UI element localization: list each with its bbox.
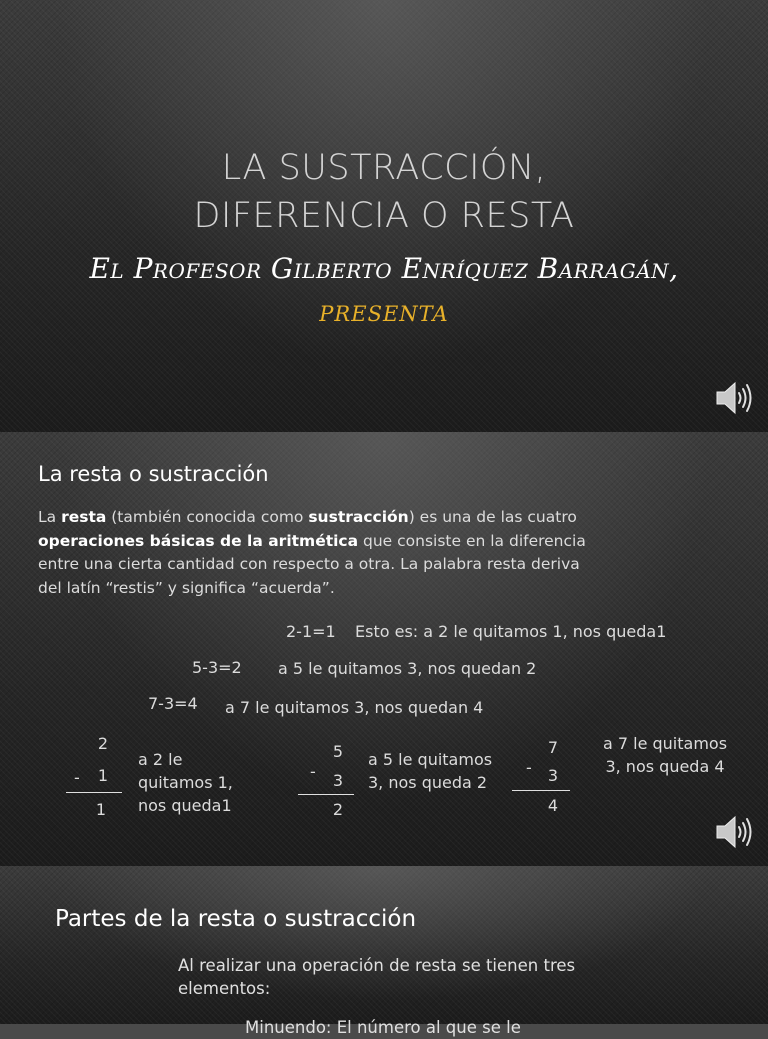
- difference: 1: [95, 800, 107, 819]
- parts-paragraph: Al realizar una operación de resta se tienen tres elementos:: [178, 956, 576, 998]
- minuend: 5: [332, 742, 344, 761]
- sum-rule: [512, 790, 570, 791]
- title-slide: [0, 0, 768, 432]
- example-text: a 5 le quitamos 3, nos quedan 2: [278, 659, 537, 678]
- author-line: El Profesor Gilberto Enríquez Barragán,: [89, 252, 679, 285]
- example-equation: 5-3=2: [192, 658, 242, 677]
- slide-heading: La resta o sustracción: [38, 462, 269, 486]
- presenta-label: PRESENTA: [319, 302, 449, 326]
- minus-sign: -: [310, 762, 316, 781]
- slide-heading: Partes de la resta o sustracción: [55, 906, 417, 932]
- example-text: a 7 le quitamos 3, nos quedan 4: [225, 698, 484, 717]
- speaker-icon[interactable]: [714, 378, 754, 418]
- difference: 2: [332, 800, 344, 819]
- para-bold-sustraccion: sustracción: [308, 508, 409, 526]
- sum-rule: [66, 792, 122, 793]
- definition-paragraph: [38, 506, 598, 600]
- para-bold-resta: resta: [61, 508, 107, 526]
- example-text: Esto es: a 2 le quitamos 1, nos queda1: [355, 622, 667, 641]
- para-text: La: [38, 508, 62, 526]
- minuend: 2: [97, 734, 109, 753]
- column-caption: a 5 le quitamos 3, nos queda 2: [368, 750, 493, 792]
- minus-sign: -: [74, 768, 80, 787]
- slide-title-line-2: DIFERENCIA O RESTA: [193, 196, 575, 236]
- subtrahend: 3: [547, 766, 559, 785]
- para-text: que consiste en la diferencia entre una cierta cantidad con respecto a otra. La palabra resta deriva del latín “restis” y significa “acuerda”.: [38, 531, 586, 597]
- parts-slide: [0, 866, 768, 1037]
- slide-title-line-1: LA SUSTRACCIÓN,: [221, 148, 547, 188]
- para-bold-operaciones: operaciones básicas de la aritmética: [38, 531, 359, 550]
- para-text: ) es una de las cuatro: [408, 508, 577, 526]
- column-caption: a 2 le quitamos 1, nos queda1: [138, 750, 233, 815]
- definition-slide: [0, 432, 768, 866]
- minuend: 7: [547, 738, 559, 757]
- subtrahend: 3: [332, 771, 344, 790]
- para-text: (también conocida como: [106, 508, 309, 526]
- difference: 4: [547, 796, 559, 815]
- subtrahend: 1: [97, 766, 109, 785]
- column-caption: a 7 le quitamos 3, nos queda 4: [602, 734, 728, 776]
- example-equation: 7-3=4: [148, 694, 198, 713]
- speaker-icon[interactable]: [714, 812, 754, 852]
- sum-rule: [298, 794, 354, 795]
- minus-sign: -: [526, 758, 532, 777]
- example-equation: 2-1=1: [286, 622, 336, 641]
- partial-line: Minuendo: El número al que se le: [245, 1018, 521, 1037]
